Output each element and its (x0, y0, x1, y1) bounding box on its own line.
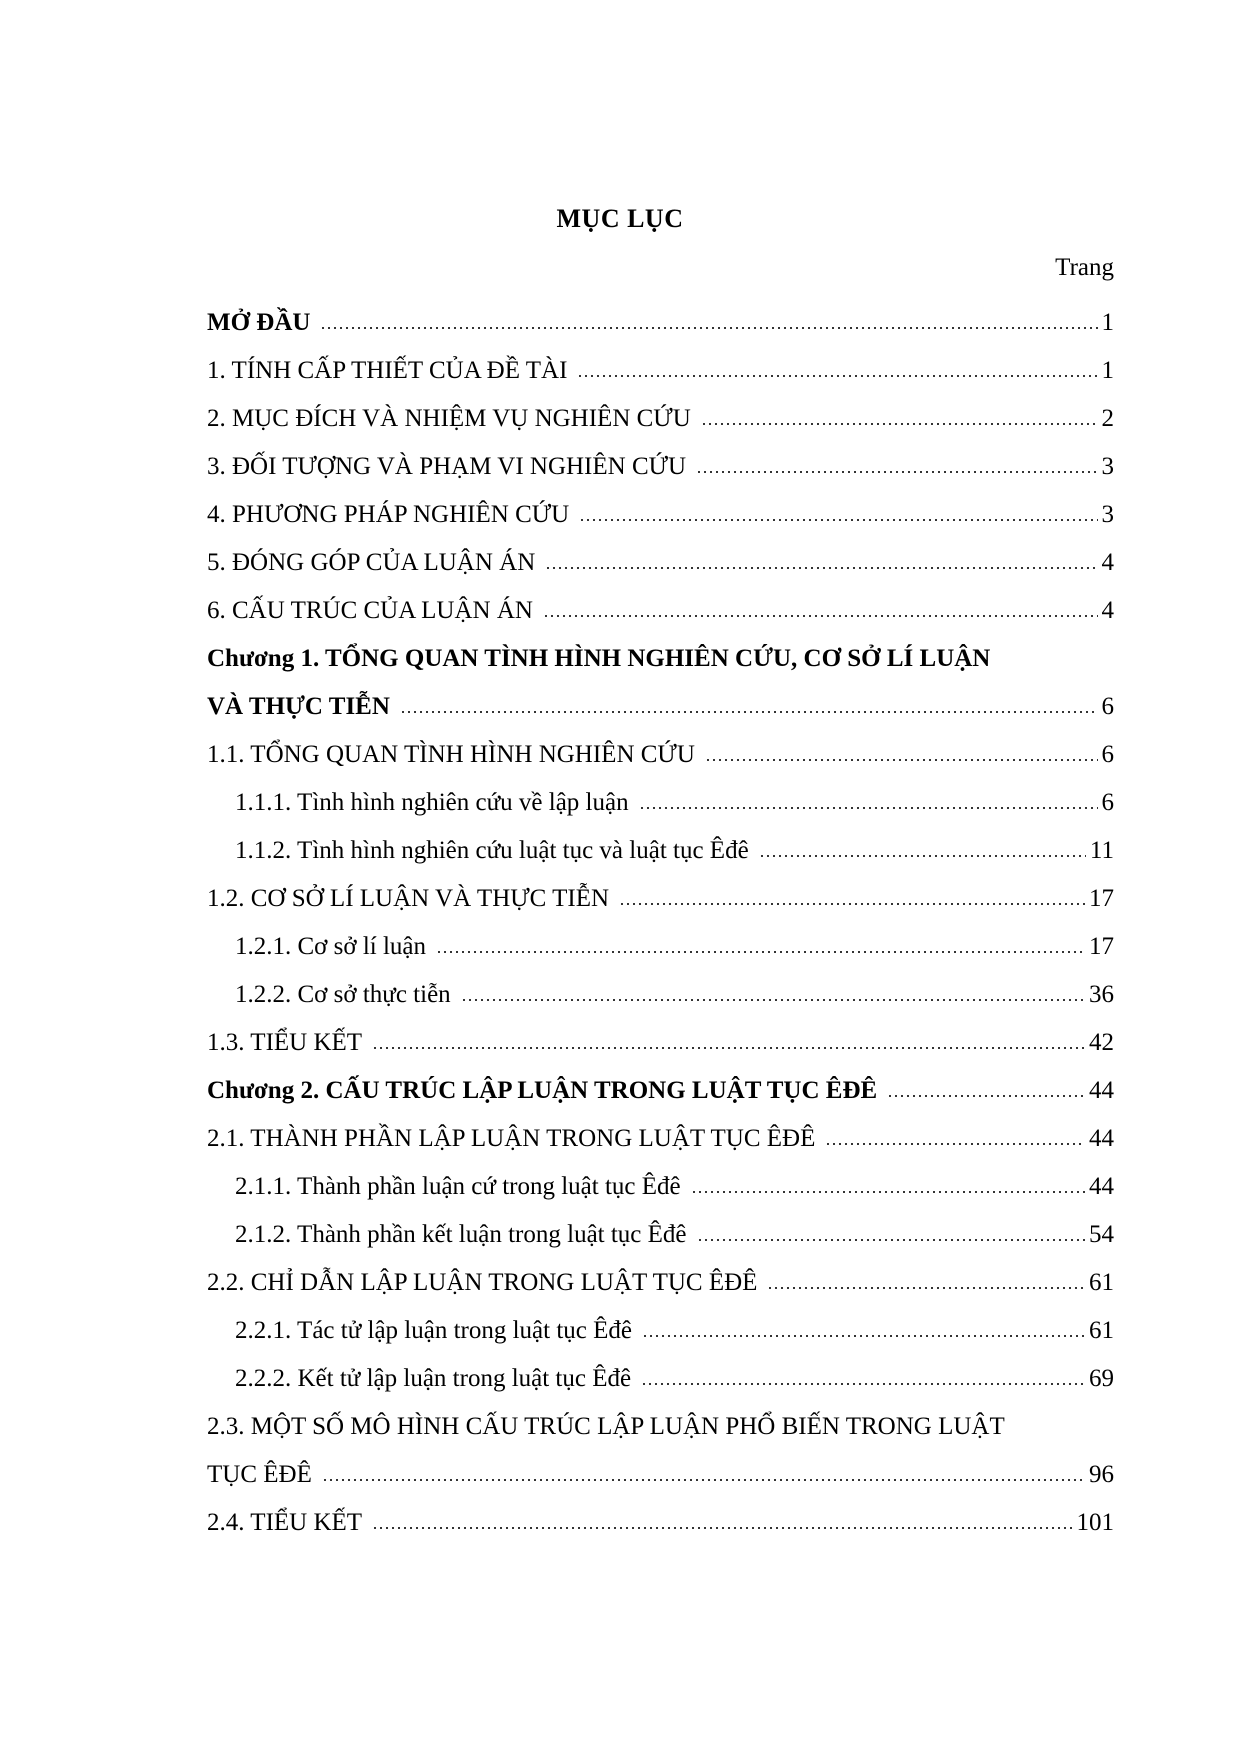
toc-entry[interactable] (207, 1207, 1114, 1255)
toc-entry-page-number: 44 (1089, 1077, 1114, 1104)
toc-entry[interactable] (207, 631, 1114, 679)
toc-entry[interactable] (207, 1303, 1114, 1351)
dot-leader (577, 359, 1097, 379)
dot-leader (887, 1079, 1085, 1099)
page-title: MỤC LỤC (556, 204, 684, 233)
dot-leader (461, 983, 1085, 1003)
toc-entry[interactable] (207, 1399, 1114, 1447)
dot-leader (639, 791, 1098, 811)
toc-entry-label: 1.2. CƠ SỞ LÍ LUẬN VÀ THỰC TIỄN (207, 885, 610, 912)
toc-entry[interactable] (207, 919, 1114, 967)
toc-entry-label: 2. MỤC ĐÍCH VÀ NHIỆM VỤ NGHIÊN CỨU (207, 405, 691, 432)
toc-entry-page-number: 17 (1089, 885, 1114, 912)
toc-entry-label: 2.1.1. Thành phần luận cứ trong luật tục Êđê (235, 1173, 681, 1200)
toc-entry[interactable] (207, 1063, 1114, 1111)
toc-entry-label: VÀ THỰC TIỄN (207, 693, 390, 720)
toc-entry-label: 2.1.2. Thành phần kết luận trong luật tục Êđê (235, 1221, 687, 1248)
toc-entry-label: 1.2.1. Cơ sở lí luận (235, 933, 427, 960)
toc-entry-page-number: 6 (1101, 741, 1114, 768)
toc-entry-label: 2.1. THÀNH PHẦN LẬP LUẬN TRONG LUẬT TỤC ÊĐÊ (207, 1125, 816, 1152)
toc-entry-page-number: 2 (1101, 405, 1114, 432)
toc-entry-page-number: 42 (1089, 1029, 1114, 1056)
toc-entry-label: Chương 2. CẤU TRÚC LẬP LUẬN TRONG LUẬT TỤC ÊĐÊ (207, 1077, 878, 1104)
toc-entry-label: 4. PHƯƠNG PHÁP NGHIÊN CỨU (207, 501, 570, 528)
toc-entry-label: 1.3. TIỂU KẾT (207, 1029, 363, 1056)
toc-entry-page-number: 61 (1089, 1269, 1114, 1296)
toc-entry-page-number: 4 (1101, 549, 1114, 576)
toc-entry-page-number: 6 (1101, 693, 1114, 720)
dot-leader (543, 599, 1098, 619)
toc-entry-label: 1.2.2. Cơ sở thực tiễn (235, 981, 451, 1008)
toc-entry-label: MỞ ĐẦU (207, 309, 311, 336)
dot-leader (619, 887, 1085, 907)
toc-entry-page-number: 61 (1089, 1317, 1114, 1344)
toc-entry-page-number: 44 (1089, 1125, 1114, 1152)
toc-entry-label: 1.1.2. Tình hình nghiên cứu luật tục và luật tục Êđê (235, 837, 749, 864)
dot-leader (696, 455, 1097, 475)
toc-entry-page-number: 44 (1089, 1173, 1114, 1200)
toc-entry[interactable] (207, 391, 1114, 439)
toc-entry-page-number: 54 (1089, 1221, 1114, 1248)
toc-entry-label: 2.2.2. Kết tử lập luận trong luật tục Êđê (235, 1365, 632, 1392)
dot-leader (641, 1367, 1085, 1387)
toc-entry-label: 2.4. TIỂU KẾT (207, 1509, 363, 1536)
toc-entry[interactable] (207, 487, 1114, 535)
toc-entry-page-number: 3 (1101, 453, 1114, 480)
toc-entry-page-number: 101 (1076, 1509, 1114, 1536)
toc-entry-page-number: 36 (1089, 981, 1114, 1008)
dot-leader (705, 743, 1098, 763)
toc-entry[interactable] (207, 1495, 1114, 1543)
toc-entry-page-number: 1 (1101, 309, 1114, 336)
toc-entry[interactable] (207, 1255, 1114, 1303)
toc-entry-page-number: 17 (1089, 933, 1114, 960)
toc-entry-label: 2.2.1. Tác tử lập luận trong luật tục Êđê (235, 1317, 633, 1344)
toc-entry-label: 1.1. TỔNG QUAN TÌNH HÌNH NGHIÊN CỨU (207, 741, 695, 768)
toc-entry[interactable] (207, 1111, 1114, 1159)
dot-leader (372, 1031, 1085, 1051)
toc-entry[interactable] (207, 583, 1114, 631)
toc-entry[interactable] (207, 679, 1114, 727)
toc-entry-label: TỤC ÊĐÊ (207, 1461, 312, 1488)
toc-entry[interactable] (207, 967, 1114, 1015)
toc-entry-label: Chương 1. TỔNG QUAN TÌNH HÌNH NGHIÊN CỨU, CƠ SỞ LÍ LUẬN (207, 645, 991, 672)
toc-entry[interactable] (207, 871, 1114, 919)
dot-leader (642, 1319, 1085, 1339)
dot-leader (697, 1223, 1085, 1243)
toc-entry[interactable] (207, 343, 1114, 391)
toc-entry[interactable] (207, 1015, 1114, 1063)
toc-entry-page-number: 4 (1101, 597, 1114, 624)
toc-entry-page-number: 96 (1089, 1461, 1114, 1488)
toc-entry[interactable] (207, 727, 1114, 775)
dot-leader (322, 1463, 1085, 1483)
toc-entry[interactable] (207, 823, 1114, 871)
toc-entry-label: 2.2. CHỈ DẪN LẬP LUẬN TRONG LUẬT TỤC ÊĐÊ (207, 1269, 758, 1296)
toc-entry[interactable] (207, 535, 1114, 583)
toc-entry-label: 1.1.1. Tình hình nghiên cứu về lập luận (235, 789, 629, 816)
toc-entry-label: 1. TÍNH CẤP THIẾT CỦA ĐỀ TÀI (207, 357, 568, 384)
toc-entry[interactable] (207, 439, 1114, 487)
toc-entry[interactable] (207, 295, 1114, 343)
page-column-header: Trang (1055, 254, 1114, 281)
dot-leader (825, 1127, 1085, 1147)
dot-leader (372, 1511, 1072, 1531)
toc-entry-page-number: 11 (1089, 837, 1114, 864)
dot-leader (400, 695, 1098, 715)
dot-leader (701, 407, 1098, 427)
dot-leader (691, 1175, 1085, 1195)
toc-entry-page-number: 3 (1101, 501, 1114, 528)
dot-leader (436, 935, 1085, 955)
toc-entry-label: 3. ĐỐI TƯỢNG VÀ PHẠM VI NGHIÊN CỨU (207, 453, 687, 480)
toc-entry[interactable] (207, 775, 1114, 823)
dot-leader (545, 551, 1097, 571)
dot-leader (320, 311, 1097, 331)
table-of-contents (207, 295, 1114, 1543)
toc-entry-page-number: 6 (1101, 789, 1114, 816)
toc-entry[interactable] (207, 1159, 1114, 1207)
dot-leader (579, 503, 1097, 523)
dot-leader (759, 839, 1086, 859)
dot-leader (767, 1271, 1085, 1291)
toc-entry[interactable] (207, 1351, 1114, 1399)
toc-entry-page-number: 69 (1089, 1365, 1114, 1392)
toc-entry-label: 5. ĐÓNG GÓP CỦA LUẬN ÁN (207, 549, 536, 576)
toc-entry-label: 6. CẤU TRÚC CỦA LUẬN ÁN (207, 597, 533, 624)
toc-entry-page-number: 1 (1101, 357, 1114, 384)
toc-entry[interactable] (207, 1447, 1114, 1495)
toc-entry-label: 2.3. MỘT SỐ MÔ HÌNH CẤU TRÚC LẬP LUẬN PHỔ BIẾN TRONG LUẬT (207, 1413, 1005, 1440)
